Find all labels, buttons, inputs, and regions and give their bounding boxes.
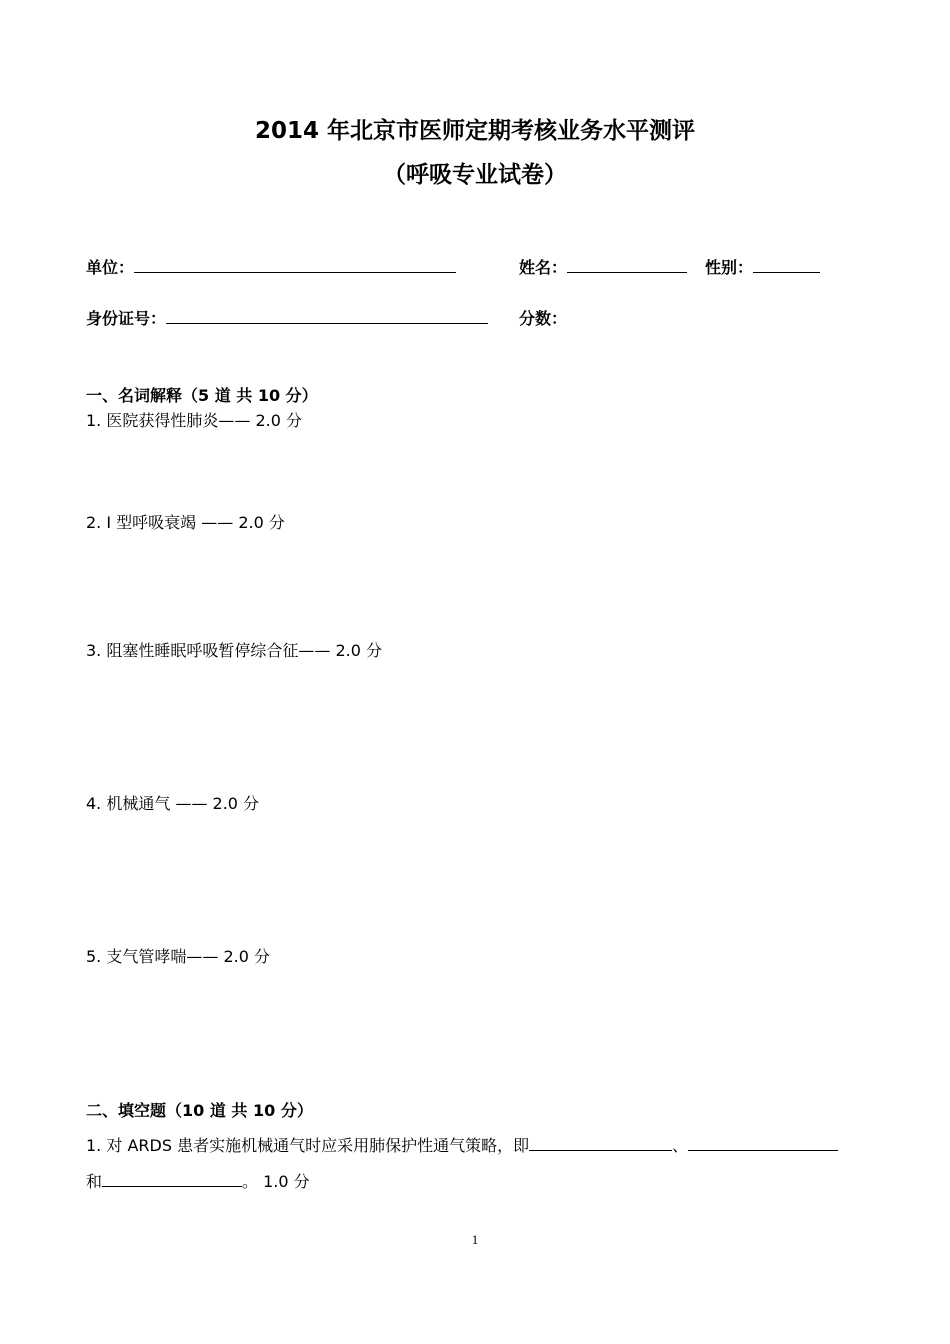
gender-label: 性别： — [705, 258, 754, 277]
page-number: 1 — [471, 1232, 479, 1247]
exam-title: 2014 年北京市医师定期考核业务水平测评 — [254, 118, 696, 144]
q1-blank-1 — [529, 1136, 672, 1151]
question-1-4: 4. 机械通气 —— 2.0 分 — [86, 794, 260, 813]
name-line — [567, 258, 687, 273]
q1-blank-3 — [102, 1172, 242, 1187]
q1-and: 和 — [86, 1172, 103, 1191]
q1-blank-2 — [688, 1136, 838, 1151]
q1-separator: 、 — [672, 1136, 689, 1155]
question-2-1-line2 — [86, 1169, 310, 1192]
name-field — [519, 255, 687, 278]
id-line — [166, 309, 488, 324]
unit-field — [86, 255, 456, 278]
score-label: 分数： — [519, 309, 568, 328]
q1-end: 。 1.0 分 — [242, 1172, 310, 1191]
gender-line — [753, 258, 820, 273]
section1-heading: 一、名词解释（5 道 共 10 分） — [86, 386, 318, 405]
q1-text: 1. 对 ARDS 患者实施机械通气时应采用肺保护性通气策略，即 — [86, 1136, 530, 1155]
question-1-2: 2. I 型呼吸衰竭 —— 2.0 分 — [86, 513, 285, 532]
id-field — [86, 306, 488, 329]
unit-label: 单位： — [86, 258, 135, 277]
question-2-1-line1 — [86, 1133, 838, 1156]
unit-line — [134, 258, 456, 273]
question-1-3: 3. 阻塞性睡眠呼吸暂停综合征—— 2.0 分 — [86, 641, 382, 660]
exam-subtitle: （呼吸专业试卷） — [383, 162, 567, 188]
section2-heading: 二、填空题（10 道 共 10 分） — [86, 1101, 313, 1120]
id-label: 身份证号： — [86, 309, 167, 328]
question-1-1: 1. 医院获得性肺炎—— 2.0 分 — [86, 411, 302, 430]
question-1-5: 5. 支气管哮喘—— 2.0 分 — [86, 947, 270, 966]
score-field — [519, 306, 567, 329]
name-label: 姓名： — [519, 258, 568, 277]
gender-field — [705, 255, 820, 278]
